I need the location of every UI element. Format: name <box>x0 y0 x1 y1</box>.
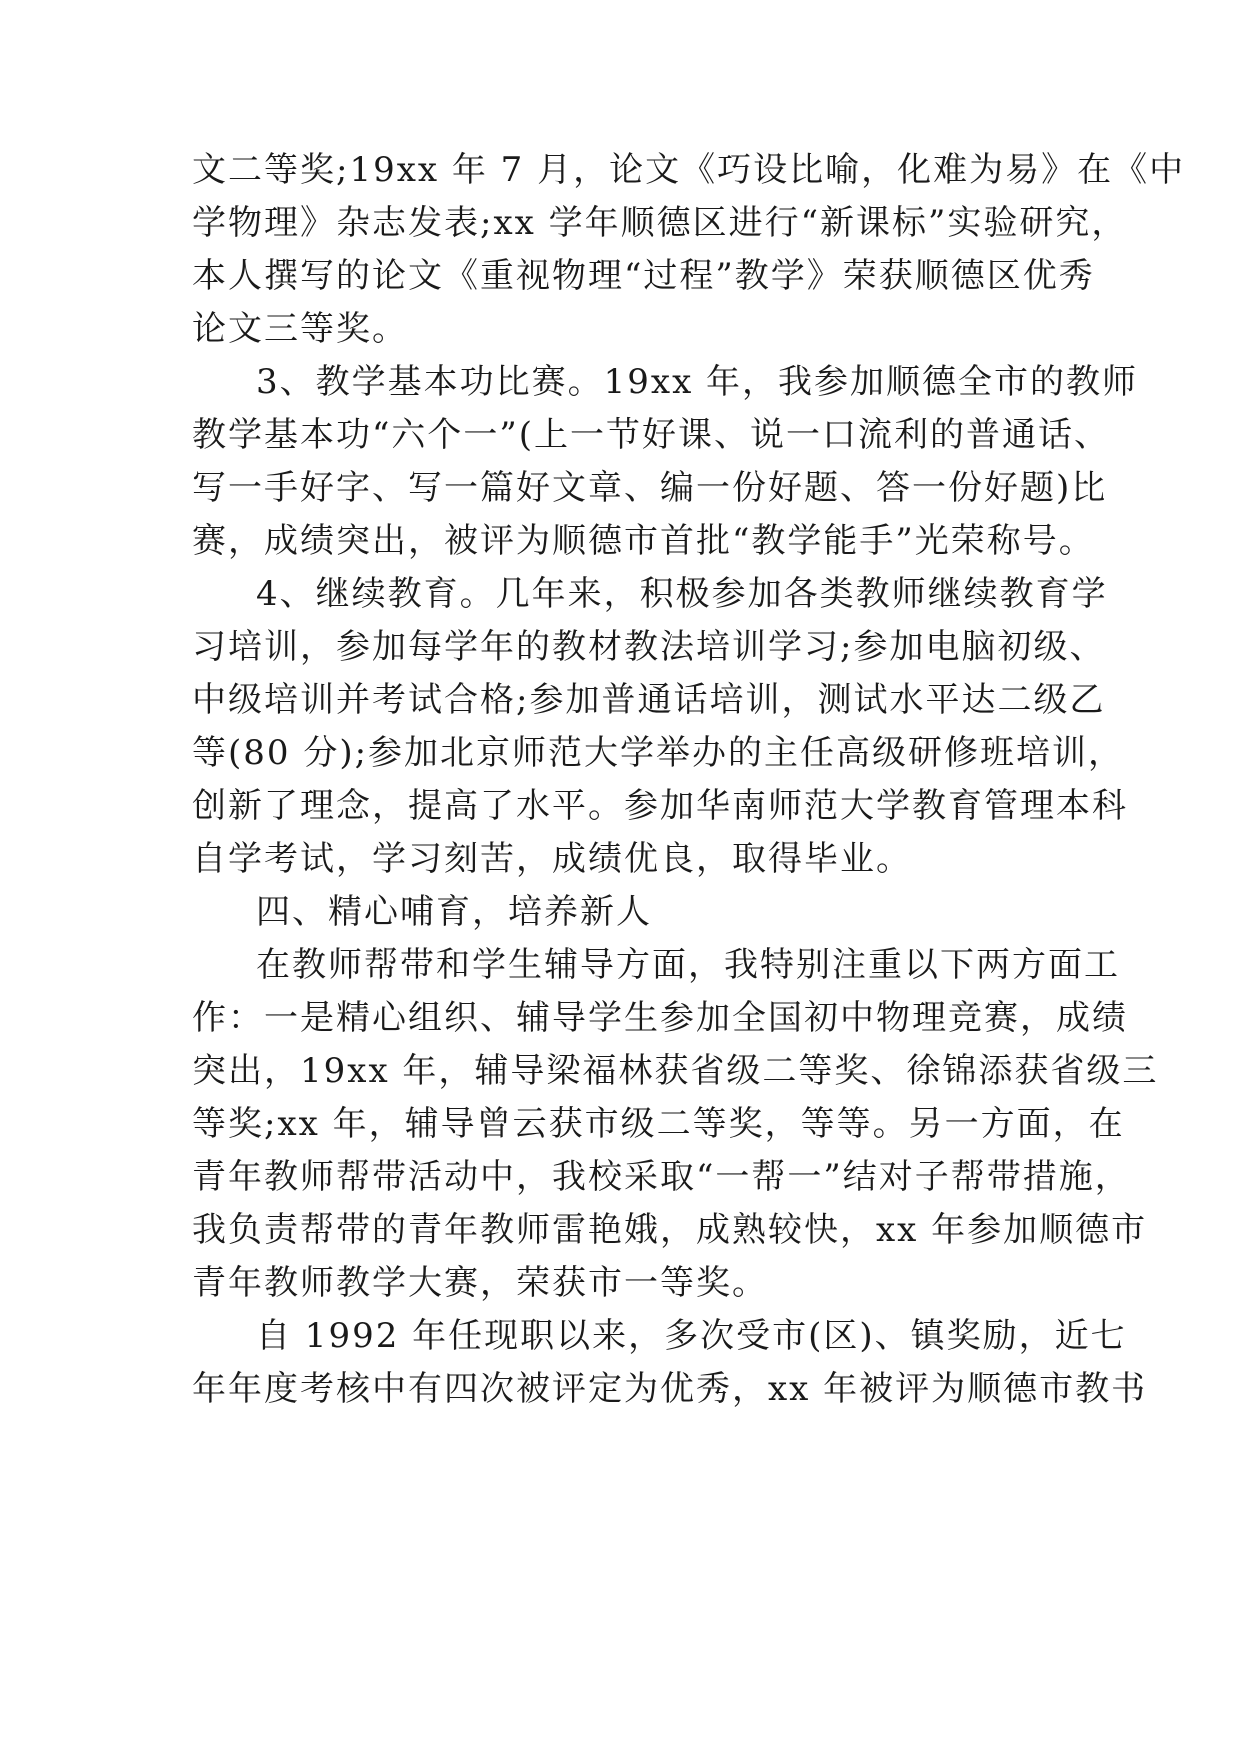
text-line-23: 自 1992 年任现职以来，多次受市(区)、镇奖励，近七 <box>256 1316 1127 1356</box>
text-line-12: 等(80 分);参加北京师范大学举办的主任高级研修班培训， <box>192 733 1125 773</box>
text-line-14: 自学考试，学习刻苦，成绩优良，取得毕业。 <box>192 839 912 879</box>
text-line-7: 写一手好字、写一篇好文章、编一份好题、答一份好题)比 <box>192 468 1108 508</box>
text-line-6: 教学基本功“六个一”(上一节好课、说一口流利的普通话、 <box>192 415 1111 455</box>
text-line-18: 突出，19xx 年，辅导梁福林获省级二等奖、徐锦添获省级三 <box>192 1051 1159 1091</box>
text-line-8: 赛，成绩突出，被评为顺德市首批“教学能手”光荣称号。 <box>192 521 1095 561</box>
text-line-20: 青年教师帮带活动中，我校采取“一帮一”结对子帮带措施， <box>192 1157 1131 1197</box>
text-line-19: 等奖;xx 年，辅导曾云获市级二等奖，等等。另一方面，在 <box>192 1104 1125 1144</box>
text-line-9: 4、继续教育。几年来，积极参加各类教师继续教育学 <box>256 574 1108 614</box>
text-line-5: 3、教学基本功比赛。19xx 年，我参加顺德全市的教师 <box>256 362 1139 402</box>
text-line-1: 文二等奖;19xx 年 7 月，论文《巧设比喻，化难为易》在《中 <box>192 150 1186 190</box>
text-line-10: 习培训，参加每学年的教材教法培训学习;参加电脑初级、 <box>192 627 1106 667</box>
text-line-3: 本人撰写的论文《重视物理“过程”教学》荣获顺德区优秀 <box>192 256 1095 296</box>
text-line-21: 我负责帮带的青年教师雷艳娥，成熟较快，xx 年参加顺德市 <box>192 1210 1148 1250</box>
text-line-4: 论文三等奖。 <box>192 309 408 349</box>
text-line-24: 年年度考核中有四次被评定为优秀，xx 年被评为顺德市教书 <box>192 1369 1148 1409</box>
text-line-17: 作：一是精心组织、辅导学生参加全国初中物理竞赛，成绩 <box>192 998 1128 1038</box>
text-line-16: 在教师帮带和学生辅导方面，我特别注重以下两方面工 <box>256 945 1120 985</box>
text-line-11: 中级培训并考试合格;参加普通话培训，测试水平达二级乙 <box>192 680 1106 720</box>
text-line-22: 青年教师教学大赛，荣获市一等奖。 <box>192 1263 768 1303</box>
section-heading: 四、精心哺育，培养新人 <box>256 892 652 932</box>
text-line-13: 创新了理念，提高了水平。参加华南师范大学教育管理本科 <box>192 786 1128 826</box>
text-line-2: 学物理》杂志发表;xx 学年顺德区进行“新课标”实验研究， <box>192 203 1128 243</box>
